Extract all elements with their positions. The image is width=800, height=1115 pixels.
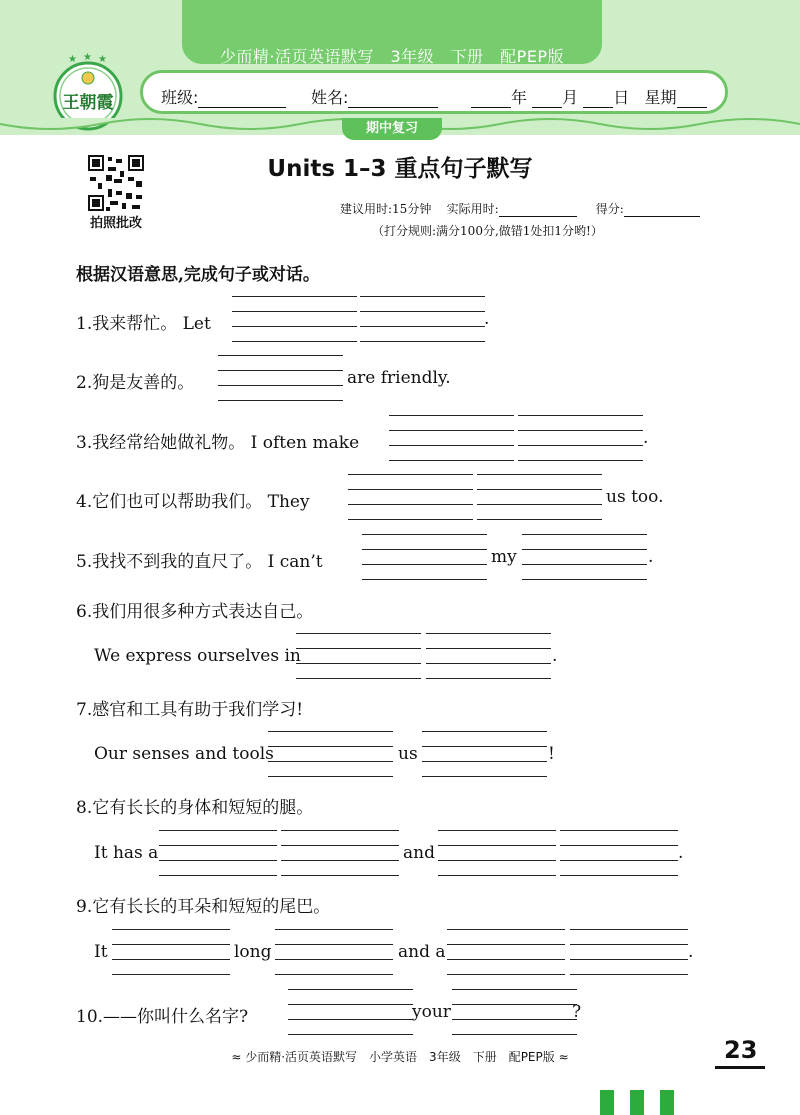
answer-blank[interactable] xyxy=(275,929,393,975)
svg-text:★: ★ xyxy=(98,54,107,65)
answer-blank[interactable] xyxy=(360,296,485,342)
footer-text: ≈ 少而精·活页英语默写 小学英语 3年级 下册 配PEP版 ≈ xyxy=(231,1050,569,1064)
question-6-prompt: We express ourselves in xyxy=(94,646,301,666)
qr-code-icon[interactable] xyxy=(88,155,144,211)
question-8-prompt: It has a xyxy=(94,843,159,863)
question-8-end: . xyxy=(678,843,684,863)
question-6: 6.我们用很多种方式表达自己。 xyxy=(76,602,314,622)
page-number: 23 xyxy=(724,1036,758,1064)
answer-blank[interactable] xyxy=(426,633,551,679)
page-number-underline xyxy=(715,1066,765,1069)
question-1: 1.我来帮忙。 Let xyxy=(76,314,211,334)
answer-blank[interactable] xyxy=(232,296,357,342)
answer-blank[interactable] xyxy=(570,929,688,975)
question-7-end: ! xyxy=(548,744,555,764)
question-4-end: us too. xyxy=(606,487,664,507)
name-field[interactable]: 姓名: xyxy=(311,85,438,108)
question-9-end: . xyxy=(688,942,694,962)
score-field[interactable] xyxy=(624,204,700,217)
svg-text:★: ★ xyxy=(83,52,92,63)
question-7-prompt: Our senses and tools xyxy=(94,744,274,764)
answer-blank[interactable] xyxy=(296,633,421,679)
section-tab: 期中复习 xyxy=(342,118,442,140)
question-9-prompt: It xyxy=(94,942,108,962)
answer-blank[interactable] xyxy=(389,415,514,461)
logo-text: 王朝霞 xyxy=(62,93,114,113)
edge-mark xyxy=(660,1090,674,1115)
question-9-mid2: and a xyxy=(398,942,446,962)
question-10-end: ? xyxy=(572,1002,582,1022)
page-title: Units 1–3 重点句子默写 xyxy=(267,156,533,182)
answer-blank[interactable] xyxy=(159,830,277,876)
answer-blank[interactable] xyxy=(438,830,556,876)
svg-text:★: ★ xyxy=(68,54,77,65)
answer-blank[interactable] xyxy=(452,989,577,1035)
time-meta xyxy=(340,200,700,217)
answer-blank[interactable] xyxy=(362,534,487,580)
question-5: 5.我找不到我的直尺了。 I can’t xyxy=(76,552,323,572)
answer-blank[interactable] xyxy=(348,474,473,520)
question-2-end: are friendly. xyxy=(347,368,451,388)
question-8-mid: and xyxy=(403,843,435,863)
answer-blank[interactable] xyxy=(522,534,647,580)
question-9: 9.它有长长的耳朵和短短的尾巴。 xyxy=(76,897,331,917)
answer-blank[interactable] xyxy=(518,415,643,461)
question-2: 2.狗是友善的。 xyxy=(76,373,195,393)
answer-blank[interactable] xyxy=(477,474,602,520)
question-10-mid: your xyxy=(412,1002,451,1022)
question-6-end: . xyxy=(552,646,558,666)
actual-time-label: 实际用时: xyxy=(446,202,499,216)
answer-blank[interactable] xyxy=(288,989,413,1035)
question-1-end: . xyxy=(484,309,490,329)
answer-blank[interactable] xyxy=(447,929,565,975)
answer-blank[interactable] xyxy=(112,929,230,975)
question-3: 3.我经常给她做礼物。 I often make xyxy=(76,433,360,453)
edge-mark xyxy=(630,1090,644,1115)
question-3-end: . xyxy=(643,428,649,448)
answer-blank[interactable] xyxy=(218,355,343,401)
question-5-end: . xyxy=(648,547,654,567)
class-field[interactable]: 班级: xyxy=(161,85,286,108)
student-info-bar xyxy=(140,70,728,114)
question-10: 10.——你叫什么名字? xyxy=(76,1007,249,1027)
series-title: 少而精·活页英语默写 3年级 下册 配PEP版 xyxy=(219,47,565,66)
date-field[interactable]: 年 月 日 星期 xyxy=(471,85,707,108)
answer-blank[interactable] xyxy=(268,731,393,777)
qr-label: 拍照批改 xyxy=(89,216,142,231)
answer-blank[interactable] xyxy=(560,830,678,876)
question-7-mid: us xyxy=(398,744,418,764)
suggested-time: 建议用时:15分钟 xyxy=(340,202,432,216)
actual-time-field[interactable] xyxy=(499,204,577,217)
answer-blank[interactable] xyxy=(281,830,399,876)
answer-blank[interactable] xyxy=(422,731,547,777)
question-8: 8.它有长长的身体和短短的腿。 xyxy=(76,798,314,818)
edge-mark xyxy=(600,1090,614,1115)
question-5-mid: my xyxy=(491,547,517,567)
instruction: 根据汉语意思,完成句子或对话。 xyxy=(76,265,320,285)
question-9-mid: long xyxy=(234,942,272,962)
question-4: 4.它们也可以帮助我们。 They xyxy=(76,492,310,512)
score-label: 得分: xyxy=(595,202,624,216)
question-7: 7.感官和工具有助于我们学习! xyxy=(76,700,304,720)
scoring-rule: （打分规则:满分100分,做错1处扣1分哟!） xyxy=(372,224,603,238)
